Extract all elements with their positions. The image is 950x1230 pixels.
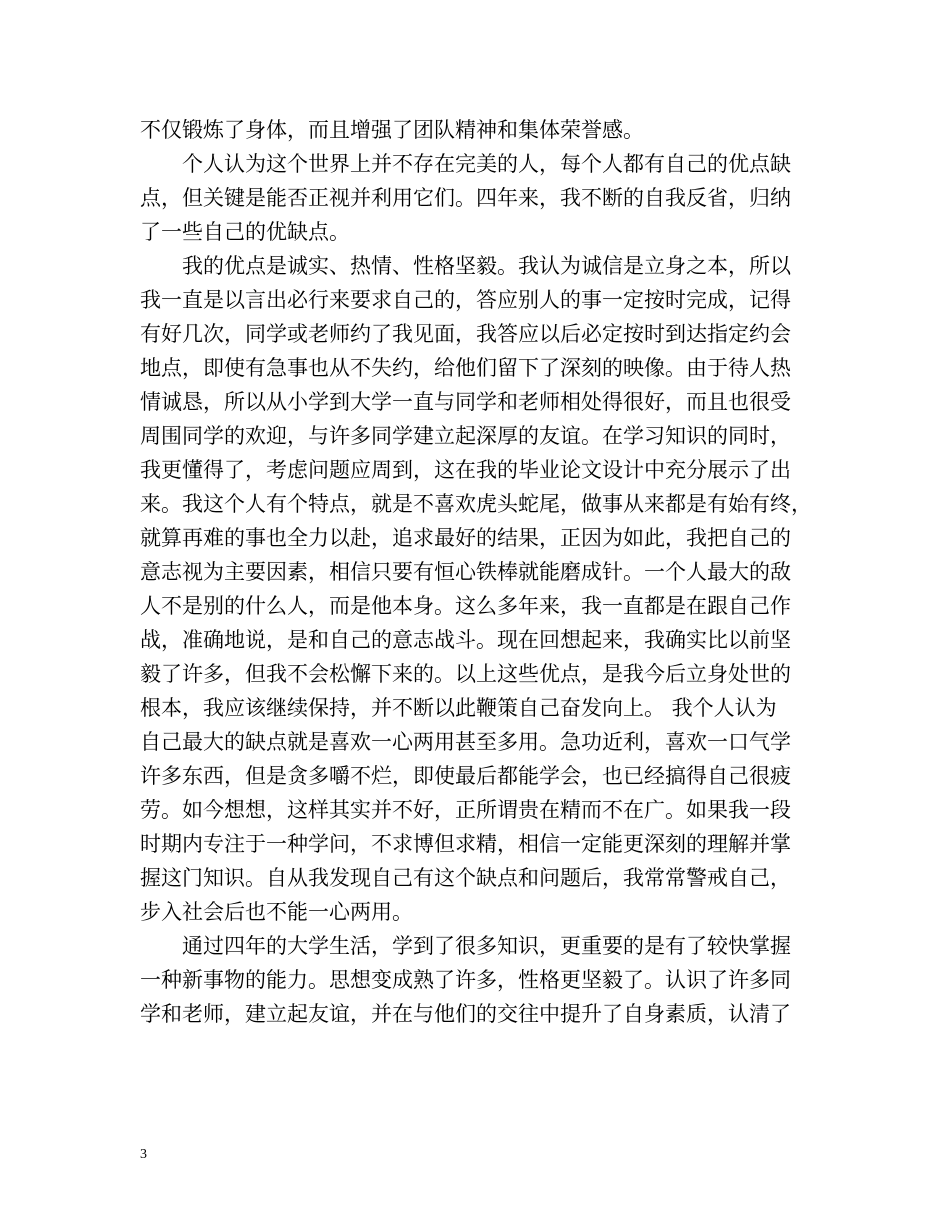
text-line: 步入社会后也不能一心两用。 <box>140 900 413 924</box>
paragraph-first-line: 个人认为这个世界上并不存在完美的人，每个人都有自己的优点缺 <box>182 152 791 176</box>
text-line: 情诚恳，所以从小学到大学一直与同学和老师相处得很好，而且也很受 <box>140 390 791 414</box>
paragraph-first-line: 我的优点是诚实、热情、性格坚毅。我认为诚信是立身之本，所以 <box>182 254 791 278</box>
text-line: 许多东西，但是贪多嚼不烂，即使最后都能学会，也已经搞得自己很疲 <box>140 764 791 788</box>
page-number: 3 <box>140 1147 147 1162</box>
text-line: 不仅锻炼了身体，而且增强了团队精神和集体荣誉感。 <box>140 118 644 142</box>
text-line: 人不是别的什么人，而是他本身。这么多年来，我一直都是在跟自己作 <box>140 594 791 618</box>
text-line: 有好几次，同学或老师约了我见面，我答应以后必定按时到达指定约会 <box>140 322 791 346</box>
text-line: 我更懂得了，考虑问题应周到，这在我的毕业论文设计中充分展示了出 <box>140 458 791 482</box>
text-line: 根本，我应该继续保持，并不断以此鞭策自己奋发向上。 我个人认为 <box>140 696 777 720</box>
text-line: 时期内专注于一种学问，不求博但求精，相信一定能更深刻的理解并掌 <box>140 832 791 856</box>
text-line: 一种新事物的能力。思想变成熟了许多，性格更坚毅了。认识了许多同 <box>140 968 791 992</box>
text-line: 了一些自己的优缺点。 <box>140 220 350 244</box>
text-line: 意志视为主要因素，相信只要有恒心铁棒就能磨成针。一个人最大的敌 <box>140 560 791 584</box>
text-line: 就算再难的事也全力以赴，追求最好的结果，正因为如此，我把自己的 <box>140 526 791 550</box>
text-line: 劳。如今想想，这样其实并不好，正所谓贵在精而不在广。如果我一段 <box>140 798 791 822</box>
text-line: 握这门知识。自从我发现自己有这个缺点和问题后，我常常警戒自己， <box>140 866 791 890</box>
text-line: 我一直是以言出必行来要求自己的，答应别人的事一定按时完成，记得 <box>140 288 791 312</box>
text-line: 点，但关键是能否正视并利用它们。四年来，我不断的自我反省，归纳 <box>140 186 791 210</box>
text-line: 战，准确地说，是和自己的意志战斗。现在回想起来，我确实比以前坚 <box>140 628 791 652</box>
text-line: 自己最大的缺点就是喜欢一心两用甚至多用。急功近利，喜欢一口气学 <box>140 730 791 754</box>
text-line: 周围同学的欢迎，与许多同学建立起深厚的友谊。在学习知识的同时， <box>140 424 791 448</box>
text-line: 来。我这个人有个特点，就是不喜欢虎头蛇尾，做事从来都是有始有终， <box>140 492 812 516</box>
text-line: 学和老师，建立起友谊，并在与他们的交往中提升了自身素质，认清了 <box>140 1002 791 1026</box>
paragraph-first-line: 通过四年的大学生活，学到了很多知识，更重要的是有了较快掌握 <box>182 934 791 958</box>
text-line: 毅了许多，但我不会松懈下来的。以上这些优点，是我今后立身处世的 <box>140 662 791 686</box>
text-line: 地点，即使有急事也从不失约，给他们留下了深刻的映像。由于待人热 <box>140 356 791 380</box>
